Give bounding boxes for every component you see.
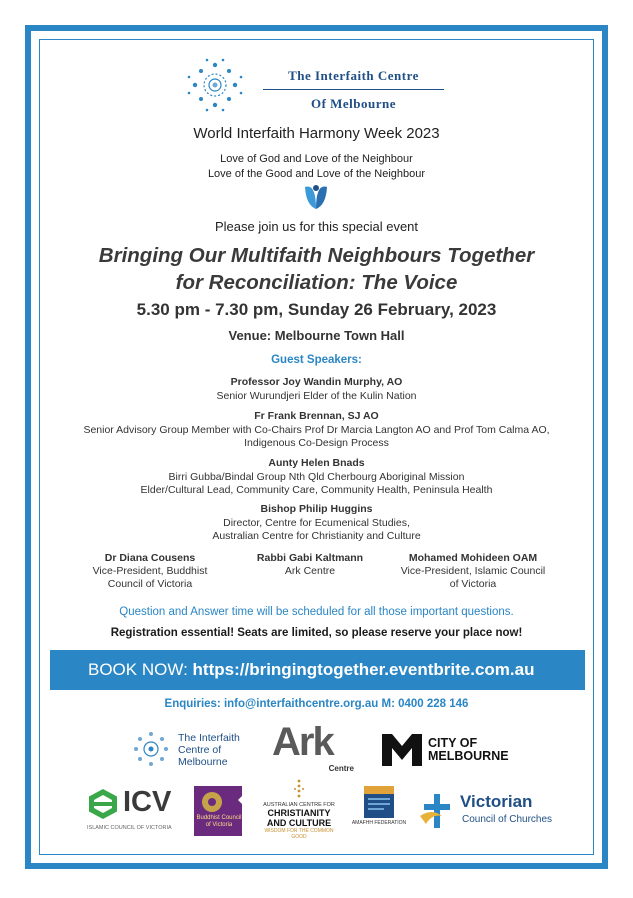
qa-note: Question and Answer time will be scheduled for all those important questions. (119, 606, 514, 618)
book-now-label: BOOK NOW: (88, 660, 193, 679)
speaker-name: Aunty Helen Bnads (268, 457, 365, 469)
tagline-2: Love of the Good and Love of the Neighbour (207, 168, 426, 180)
sponsor-text: AUSTRALIAN CENTRE FOR (263, 802, 335, 808)
speaker-role: Indigenous Co-Design Process (244, 437, 389, 449)
sponsor-text: Council of Churches (462, 814, 553, 825)
speaker-role: Vice-President, Islamic Council (400, 565, 546, 577)
sponsor-icv (87, 788, 179, 834)
ark-logo-sub: Centre (328, 764, 354, 773)
sponsor-city-of-melbourne (382, 734, 512, 766)
speaker-name: Bishop Philip Huggins (260, 503, 373, 515)
sponsor-text: CHRISTIANITY (267, 808, 331, 818)
sponsor-buddhist-council (192, 782, 244, 838)
speaker-name: Fr Frank Brennan, SJ AO (254, 410, 379, 422)
speaker-name: Professor Joy Wandin Murphy, AO (230, 376, 403, 388)
speaker-role: Elder/Cultural Lead, Community Care, Community Health, Peninsula Health (140, 484, 493, 496)
amafhh-book-icon (362, 784, 396, 820)
event-title-line1: Bringing Our Multifaith Neighbours Together (98, 244, 535, 267)
sponsor-text: CITY OF (428, 736, 478, 750)
sponsor-text: of Victoria (205, 822, 233, 828)
book-now-banner[interactable] (50, 650, 585, 690)
interfaith-emblem-icon (183, 56, 247, 114)
speaker-role: Birri Gubba/Bindal Group Nth Qld Cherbourg Aboriginal Mission (168, 471, 465, 483)
booking-link[interactable]: https://bringingtogether.eventbrite.com.au (192, 660, 535, 679)
speaker-role: Council of Victoria (107, 578, 193, 590)
interfaith-logo (183, 56, 453, 114)
sponsor-text: WISDOM FOR THE COMMON GOOD (264, 828, 334, 840)
event-venue: Venue: Melbourne Town Hall (228, 328, 405, 343)
event-datetime: 5.30 pm - 7.30 pm, Sunday 26 February, 2023 (136, 300, 497, 319)
ark-logo-text: Ark (272, 720, 333, 764)
speaker-column (75, 552, 225, 591)
interfaith-emblem-icon (130, 728, 172, 770)
org-title-line1: The Interfaith Centre (288, 68, 419, 83)
week-title: World Interfaith Harmony Week 2023 (193, 125, 440, 142)
sponsor-amafhh (346, 784, 412, 840)
sponsor-text: AND CULTURE (266, 818, 332, 828)
speaker-name: Dr Diana Cousens (104, 552, 196, 564)
org-title (261, 62, 446, 117)
sponsor-accc (262, 778, 336, 842)
sponsor-ark-centre (272, 720, 358, 776)
speaker-role: Director, Centre for Ecumenical Studies, (223, 517, 410, 529)
sponsor-text: Buddhist Council (196, 815, 242, 821)
speaker-role: of Victoria (449, 578, 497, 590)
speaker-role: Vice-President, Buddhist (92, 565, 208, 577)
sponsor-text: Centre of (178, 744, 222, 756)
sponsor-victorian-council-of-churches (418, 790, 558, 832)
enquiries-contact: Enquiries: info@interfaithcentre.org.au M: 0400 228 146 (164, 698, 469, 710)
speaker-role: Australian Centre for Christianity and Culture (212, 530, 421, 542)
event-title-line2: for Reconciliation: The Voice (175, 271, 458, 294)
icv-logo-text: ICV (123, 786, 172, 818)
accc-flame-icon (292, 778, 306, 802)
sponsor-text: Melbourne (178, 756, 228, 768)
buddhist-council-map-icon (192, 782, 244, 838)
registration-note: Registration essential! Seats are limited, so please reserve your place now! (110, 627, 523, 639)
harmony-week-icon (302, 183, 330, 213)
sponsor-text: The Interfaith (178, 732, 240, 744)
icv-logo-sub: ISLAMIC COUNCIL OF VICTORIA (87, 825, 172, 831)
sponsor-text: MELBOURNE (428, 749, 509, 763)
speaker-name: Mohamed Mohideen OAM (408, 552, 538, 564)
vcc-cross-dove-icon (418, 794, 458, 828)
org-title-line2: Of Melbourne (310, 96, 397, 111)
speaker-name: Rabbi Gabi Kaltmann (256, 552, 364, 564)
guest-speakers-heading: Guest Speakers: (271, 354, 362, 366)
city-of-melbourne-m-icon (382, 734, 422, 766)
speaker-column (383, 552, 563, 591)
sponsor-text: AMAFHH FEDERATION (351, 820, 407, 826)
speaker-role: Ark Centre (284, 565, 336, 577)
speaker-column (240, 552, 380, 578)
speaker-role: Senior Wurundjeri Elder of the Kulin Nation (216, 390, 417, 402)
invite-text: Please join us for this special event (214, 219, 419, 234)
org-title-rule (263, 89, 444, 90)
icv-hexagon-icon (87, 788, 119, 820)
sponsor-interfaith-centre (130, 726, 250, 772)
tagline-1: Love of God and Love of the Neighbour (220, 153, 413, 165)
speaker-role: Senior Advisory Group Member with Co-Chairs Prof Dr Marcia Langton AO and Prof Tom Calma AO, (83, 424, 550, 436)
sponsor-text: Victorian (460, 792, 533, 811)
